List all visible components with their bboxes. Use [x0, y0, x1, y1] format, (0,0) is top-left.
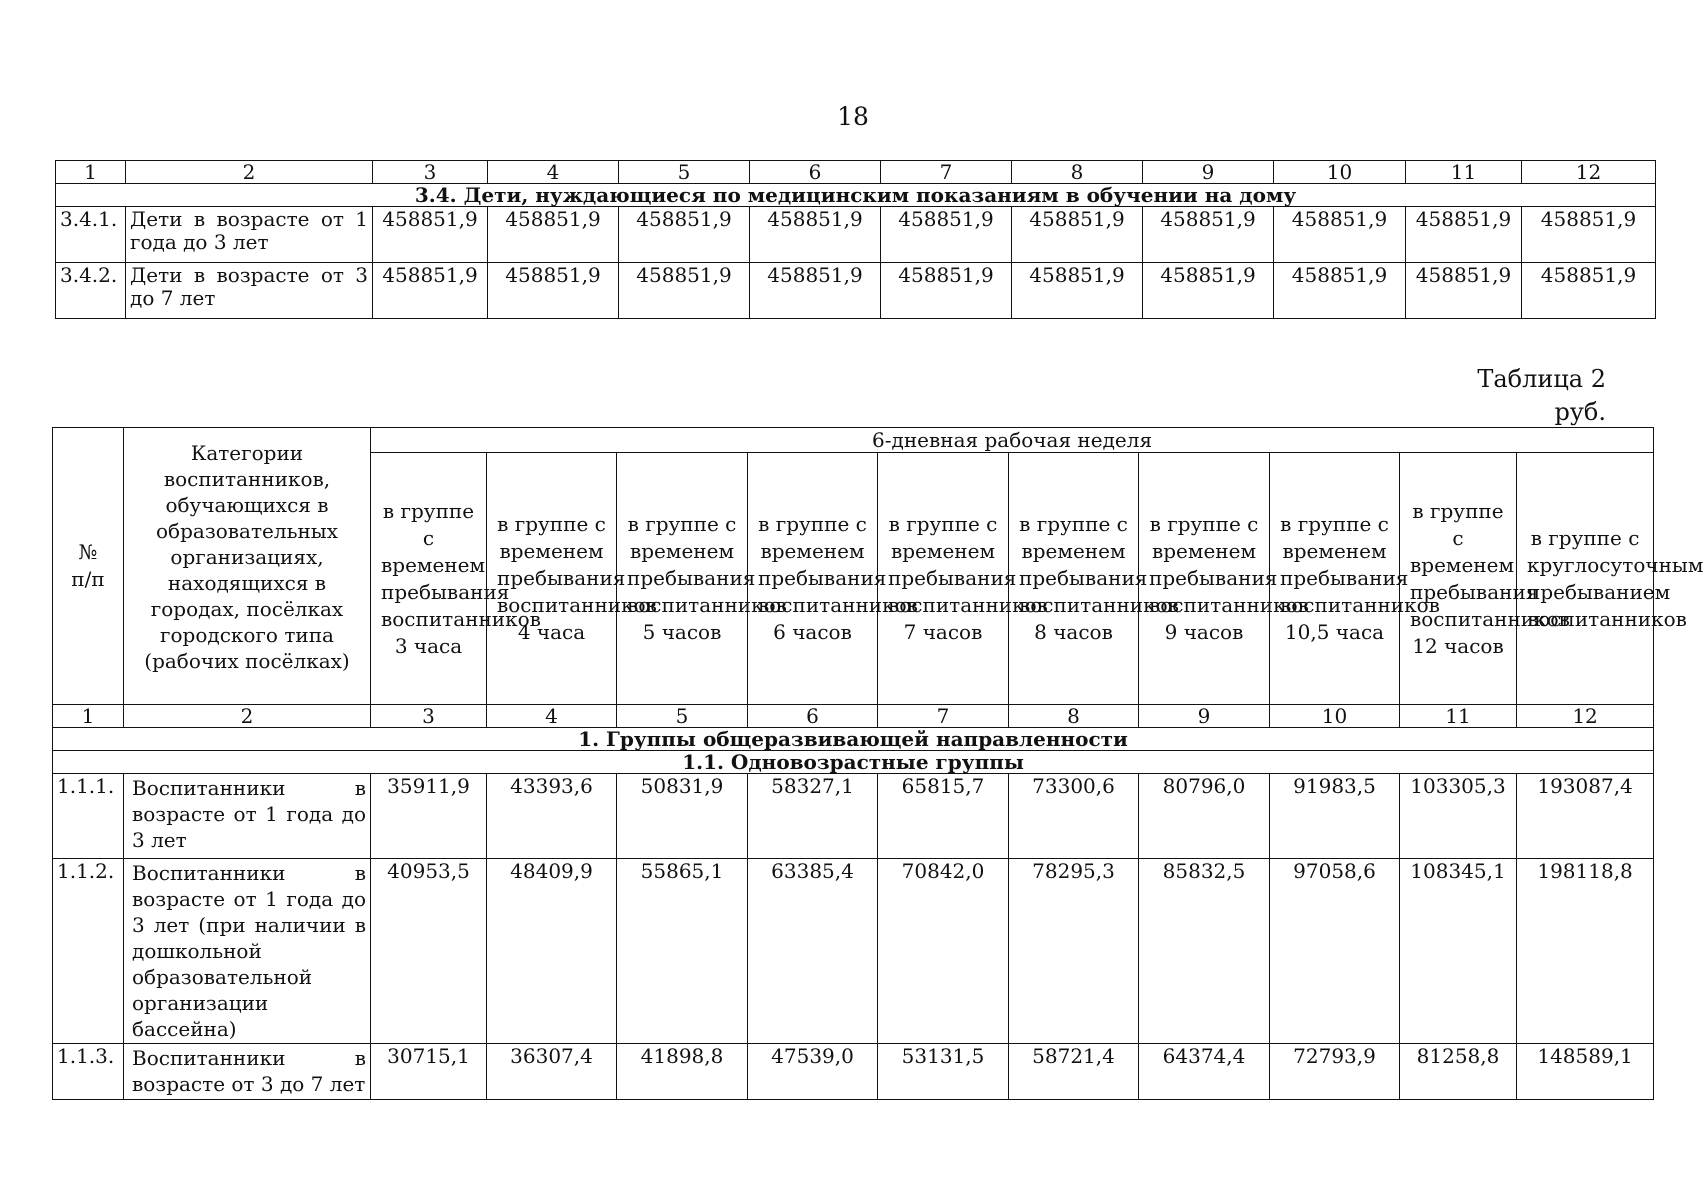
- table-1: [55, 160, 1656, 319]
- value-cell: 35911,9: [371, 774, 487, 859]
- value-cell: 103305,3: [1400, 774, 1517, 859]
- section-title: 3.4. Дети, нуждающиеся по медицинским показаниям в обучении на дому: [56, 184, 1656, 207]
- value-cell: 108345,1: [1400, 859, 1517, 1044]
- row-label: Воспитанники в возрасте от 1 года до 3 лет (при наличии в дошкольной образовательной организации бассейна): [124, 859, 371, 1044]
- column-number: 10: [1270, 705, 1400, 728]
- value-cell: 458851,9: [619, 263, 750, 319]
- value-cell: 81258,8: [1400, 1044, 1517, 1100]
- value-cell: 458851,9: [1274, 263, 1406, 319]
- value-cell: 458851,9: [1143, 207, 1274, 263]
- value-cell: 198118,8: [1517, 859, 1654, 1044]
- value-cell: 458851,9: [619, 207, 750, 263]
- column-number: 7: [881, 161, 1012, 184]
- column-number: 6: [748, 705, 878, 728]
- value-cell: 43393,6: [487, 774, 617, 859]
- value-cell: 148589,1: [1517, 1044, 1654, 1100]
- header-col: в группе с временем пребывания воспитанников 6 часов: [748, 453, 878, 705]
- row-number: 1.1.1.: [53, 774, 124, 859]
- value-cell: 193087,4: [1517, 774, 1654, 859]
- subsection-row: [53, 751, 1654, 774]
- column-number-row: [53, 705, 1654, 728]
- header-col: в группе с временем пребывания воспитанников 10,5 часа: [1270, 453, 1400, 705]
- value-cell: 78295,3: [1009, 859, 1139, 1044]
- column-number: 10: [1274, 161, 1406, 184]
- header-col: в группе с временем пребывания воспитанников 4 часа: [487, 453, 617, 705]
- column-number: 4: [488, 161, 619, 184]
- value-cell: 458851,9: [1274, 207, 1406, 263]
- column-number: 2: [126, 161, 373, 184]
- value-cell: 55865,1: [617, 859, 748, 1044]
- row-number: 1.1.2.: [53, 859, 124, 1044]
- column-number: 11: [1400, 705, 1517, 728]
- value-cell: 97058,6: [1270, 859, 1400, 1044]
- table-row: [53, 1044, 1654, 1100]
- header-col: в группе с круглосуточным пребыванием воспитанников: [1517, 453, 1654, 705]
- section-row: [53, 728, 1654, 751]
- value-cell: 70842,0: [878, 859, 1009, 1044]
- column-number: 2: [124, 705, 371, 728]
- column-number: 12: [1522, 161, 1656, 184]
- header-col: в группе с временем пребывания воспитанников 7 часов: [878, 453, 1009, 705]
- row-label: Воспитанники в возрасте от 3 до 7 лет: [124, 1044, 371, 1100]
- row-label: Воспитанники в возрасте от 1 года до 3 лет: [124, 774, 371, 859]
- value-cell: 458851,9: [488, 207, 619, 263]
- column-number: 9: [1143, 161, 1274, 184]
- value-cell: 458851,9: [488, 263, 619, 319]
- subsection-title: 1.1. Одновозрастные группы: [53, 751, 1654, 774]
- table-row: [56, 207, 1656, 263]
- header-category: Категории воспитанников, обучающихся в образовательных организациях, находящихся в городах, посёлках городского типа (рабочих посёлках): [124, 428, 371, 705]
- column-number-row: [56, 161, 1656, 184]
- value-cell: 63385,4: [748, 859, 878, 1044]
- table-row: [53, 859, 1654, 1044]
- value-cell: 458851,9: [750, 207, 881, 263]
- row-number: 1.1.3.: [53, 1044, 124, 1100]
- value-cell: 458851,9: [1406, 263, 1522, 319]
- table-2-unit: руб.: [1554, 398, 1606, 426]
- value-cell: 64374,4: [1139, 1044, 1270, 1100]
- value-cell: 40953,5: [371, 859, 487, 1044]
- row-number: 3.4.2.: [56, 263, 126, 319]
- table-2: [52, 427, 1704, 1100]
- header-row: [53, 428, 1654, 453]
- section-title: 1. Группы общеразвивающей направленности: [53, 728, 1654, 751]
- table-2-title: Таблица 2: [1477, 365, 1606, 393]
- value-cell: 458851,9: [1012, 207, 1143, 263]
- row-number: 3.4.1.: [56, 207, 126, 263]
- header-col: в группе с временем пребывания воспитанников 3 часа: [371, 453, 487, 705]
- value-cell: 73300,6: [1009, 774, 1139, 859]
- value-cell: 36307,4: [487, 1044, 617, 1100]
- value-cell: 58721,4: [1009, 1044, 1139, 1100]
- value-cell: 458851,9: [881, 207, 1012, 263]
- column-number: 8: [1012, 161, 1143, 184]
- page-number: 18: [837, 102, 869, 131]
- value-cell: 458851,9: [750, 263, 881, 319]
- value-cell: 458851,9: [1012, 263, 1143, 319]
- column-number: 12: [1517, 705, 1654, 728]
- column-number: 9: [1139, 705, 1270, 728]
- value-cell: 41898,8: [617, 1044, 748, 1100]
- value-cell: 458851,9: [1522, 263, 1656, 319]
- column-number: 1: [56, 161, 126, 184]
- value-cell: 65815,7: [878, 774, 1009, 859]
- value-cell: 48409,9: [487, 859, 617, 1044]
- header-group: 6-дневная рабочая неделя: [371, 428, 1654, 453]
- value-cell: 458851,9: [373, 263, 488, 319]
- header-col: в группе с временем пребывания воспитанников 9 часов: [1139, 453, 1270, 705]
- table-row: [53, 774, 1654, 859]
- value-cell: 30715,1: [371, 1044, 487, 1100]
- value-cell: 72793,9: [1270, 1044, 1400, 1100]
- value-cell: 47539,0: [748, 1044, 878, 1100]
- column-number: 4: [487, 705, 617, 728]
- column-number: 8: [1009, 705, 1139, 728]
- header-col: в группе с временем пребывания воспитанников 5 часов: [617, 453, 748, 705]
- value-cell: 458851,9: [1406, 207, 1522, 263]
- column-number: 3: [373, 161, 488, 184]
- row-label: Дети в возрасте от 3 до 7 лет: [126, 263, 373, 319]
- value-cell: 58327,1: [748, 774, 878, 859]
- column-number: 7: [878, 705, 1009, 728]
- column-number: 3: [371, 705, 487, 728]
- value-cell: 91983,5: [1270, 774, 1400, 859]
- column-number: 5: [617, 705, 748, 728]
- column-number: 5: [619, 161, 750, 184]
- value-cell: 458851,9: [881, 263, 1012, 319]
- value-cell: 85832,5: [1139, 859, 1270, 1044]
- header-col: в группе с временем пребывания воспитанников 12 часов: [1400, 453, 1517, 705]
- section-row: [56, 184, 1656, 207]
- header-num: № п/п: [53, 428, 124, 705]
- value-cell: 458851,9: [1522, 207, 1656, 263]
- value-cell: 50831,9: [617, 774, 748, 859]
- value-cell: 53131,5: [878, 1044, 1009, 1100]
- table-row: [56, 263, 1656, 319]
- row-label: Дети в возрасте от 1 года до 3 лет: [126, 207, 373, 263]
- value-cell: 458851,9: [373, 207, 488, 263]
- header-col: в группе с временем пребывания воспитанников 8 часов: [1009, 453, 1139, 705]
- column-number: 6: [750, 161, 881, 184]
- value-cell: 458851,9: [1143, 263, 1274, 319]
- column-number: 1: [53, 705, 124, 728]
- value-cell: 80796,0: [1139, 774, 1270, 859]
- column-number: 11: [1406, 161, 1522, 184]
